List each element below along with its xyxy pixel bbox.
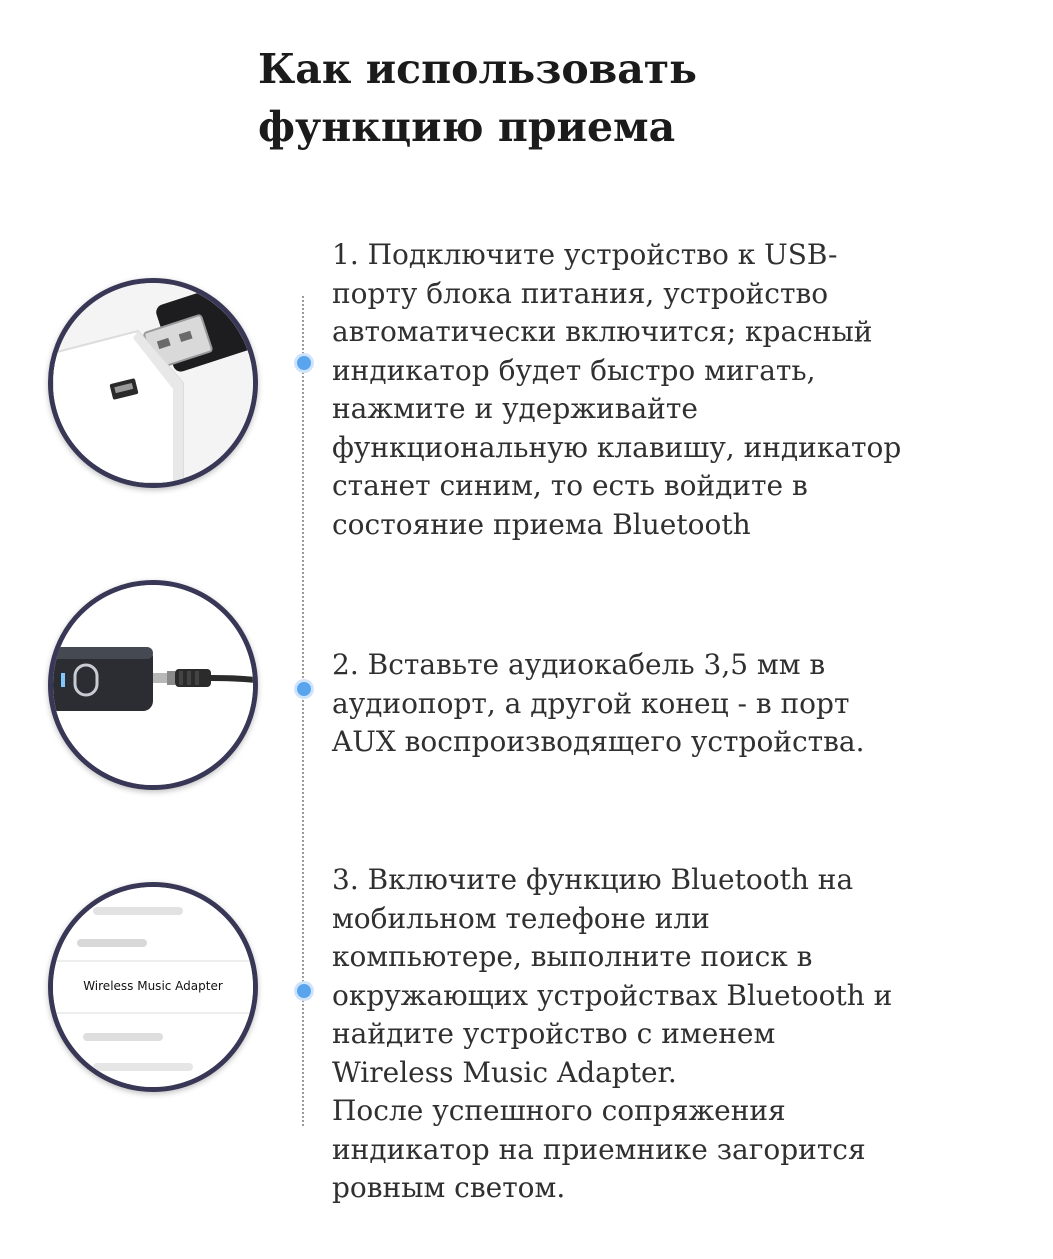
title-line-2: функцию приема <box>258 103 676 151</box>
audio-jack-image <box>48 580 258 790</box>
timeline-line <box>302 296 304 1126</box>
step-2-dot <box>297 682 311 696</box>
step-1-dot <box>297 356 311 370</box>
step-3-dot <box>297 984 311 998</box>
page-title <box>258 40 818 156</box>
title-line-1: Как использовать <box>258 45 698 93</box>
usb-adapter-illustration <box>53 283 253 483</box>
step-2-text: 2. Вставьте аудиокабель 3,5 мм в аудиопорт, а другой конец - в порт AUX воспроизводящего устройства. <box>332 648 865 758</box>
step-3-text: 3. Включите функцию Bluetooth на мобильном телефоне или компьютере, выполните поиск в окружающих устройствах Bluetooth и найдите устройство с именем Wireless Music Adapter. После успешного сопряжения индикатор на приемнике загорится ровным светом. <box>332 863 893 1204</box>
bluetooth-list-image <box>48 882 258 1092</box>
device-name-label: Wireless Music Adapter <box>83 979 223 993</box>
step-1-text: 1. Подключите устройство к USB- порту блока питания, устройство автоматически включится; красный индикатор будет быстро мигать, нажмите и удерживайте функциональную клавишу, индикатор станет синим, то есть войдите в состояние приема Bluetooth <box>332 238 902 541</box>
audio-jack-illustration <box>53 585 253 785</box>
usb-adapter-image <box>48 278 258 488</box>
